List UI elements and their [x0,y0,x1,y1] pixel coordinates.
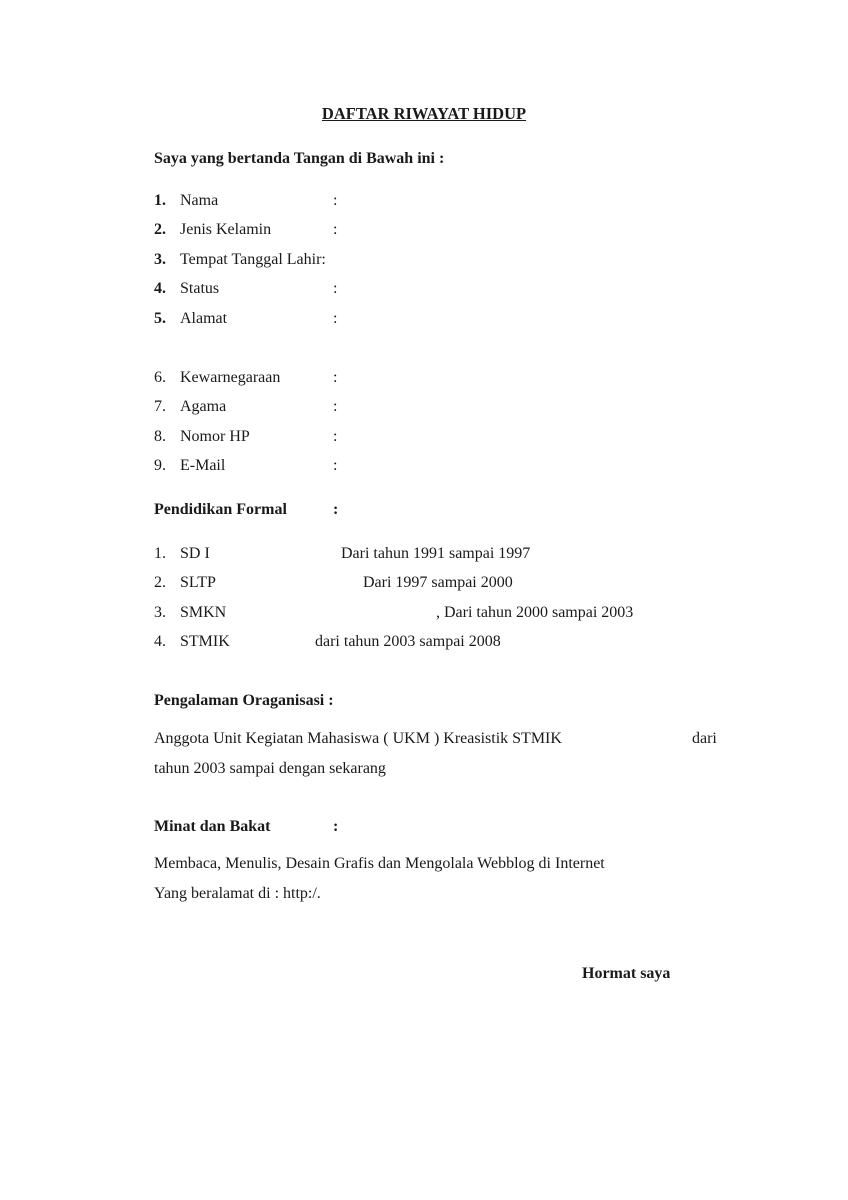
website-text: Yang beralamat di : http:/. [154,885,321,902]
organization-text: Anggota Unit Kegiatan Mahasiswa ( UKM ) Kreasistik STMIK [154,730,562,747]
item-label: Status [180,280,220,297]
interest-text: Membaca, Menulis, Desain Grafis dan Mengolala Webblog di Internet [154,855,605,872]
item-number: 3. [154,604,166,621]
item-number: 8. [154,428,166,445]
school-period: , Dari tahun 2000 sampai 2003 [436,604,634,621]
item-label: E-Mail [180,457,226,474]
item-number: 1. [154,545,166,562]
item-number: 2. [154,221,166,238]
item-label: Jenis Kelamin [180,221,272,238]
intro-text: Saya yang bertanda Tangan di Bawah ini : [154,150,445,167]
item-label: Tempat Tanggal Lahir: [180,251,326,268]
item-number: 2. [154,574,166,591]
item-label: Nomor HP [180,428,250,445]
item-number: 6. [154,369,166,386]
item-number: 9. [154,457,166,474]
item-colon: : [333,221,338,238]
item-number: 4. [154,280,166,297]
item-label: Alamat [180,310,228,327]
interest-colon: : [333,818,339,835]
education-colon: : [333,501,339,518]
item-number: 7. [154,398,166,415]
school-name: SD I [180,545,210,562]
item-number: 1. [154,192,166,209]
item-number: 3. [154,251,166,268]
item-number: 5. [154,310,166,327]
organization-text-end: dari [692,730,717,747]
closing-text: Hormat saya [582,965,671,982]
item-colon: : [333,280,338,297]
item-colon: : [333,457,338,474]
item-colon: : [333,398,338,415]
item-label: Agama [180,398,227,415]
school-name: SMKN [180,604,227,621]
school-period: Dari tahun 1991 sampai 1997 [341,545,531,562]
item-number: 4. [154,633,166,650]
item-colon: : [333,192,338,209]
school-name: SLTP [180,574,216,591]
item-label: Nama [180,192,219,209]
school-period: dari tahun 2003 sampai 2008 [315,633,501,650]
item-colon: : [333,428,338,445]
item-colon: : [333,310,338,327]
interest-heading: Minat dan Bakat [154,818,271,835]
item-label: Kewarnegaraan [180,369,281,386]
document-title: DAFTAR RIWAYAT HIDUP [321,104,527,123]
organization-text-continued: tahun 2003 sampai dengan sekarang [154,760,386,777]
item-colon: : [333,369,338,386]
school-name: STMIK [180,633,230,650]
education-heading: Pendidikan Formal [154,501,287,518]
school-period: Dari 1997 sampai 2000 [363,574,513,591]
organization-heading: Pengalaman Oraganisasi : [154,692,334,709]
